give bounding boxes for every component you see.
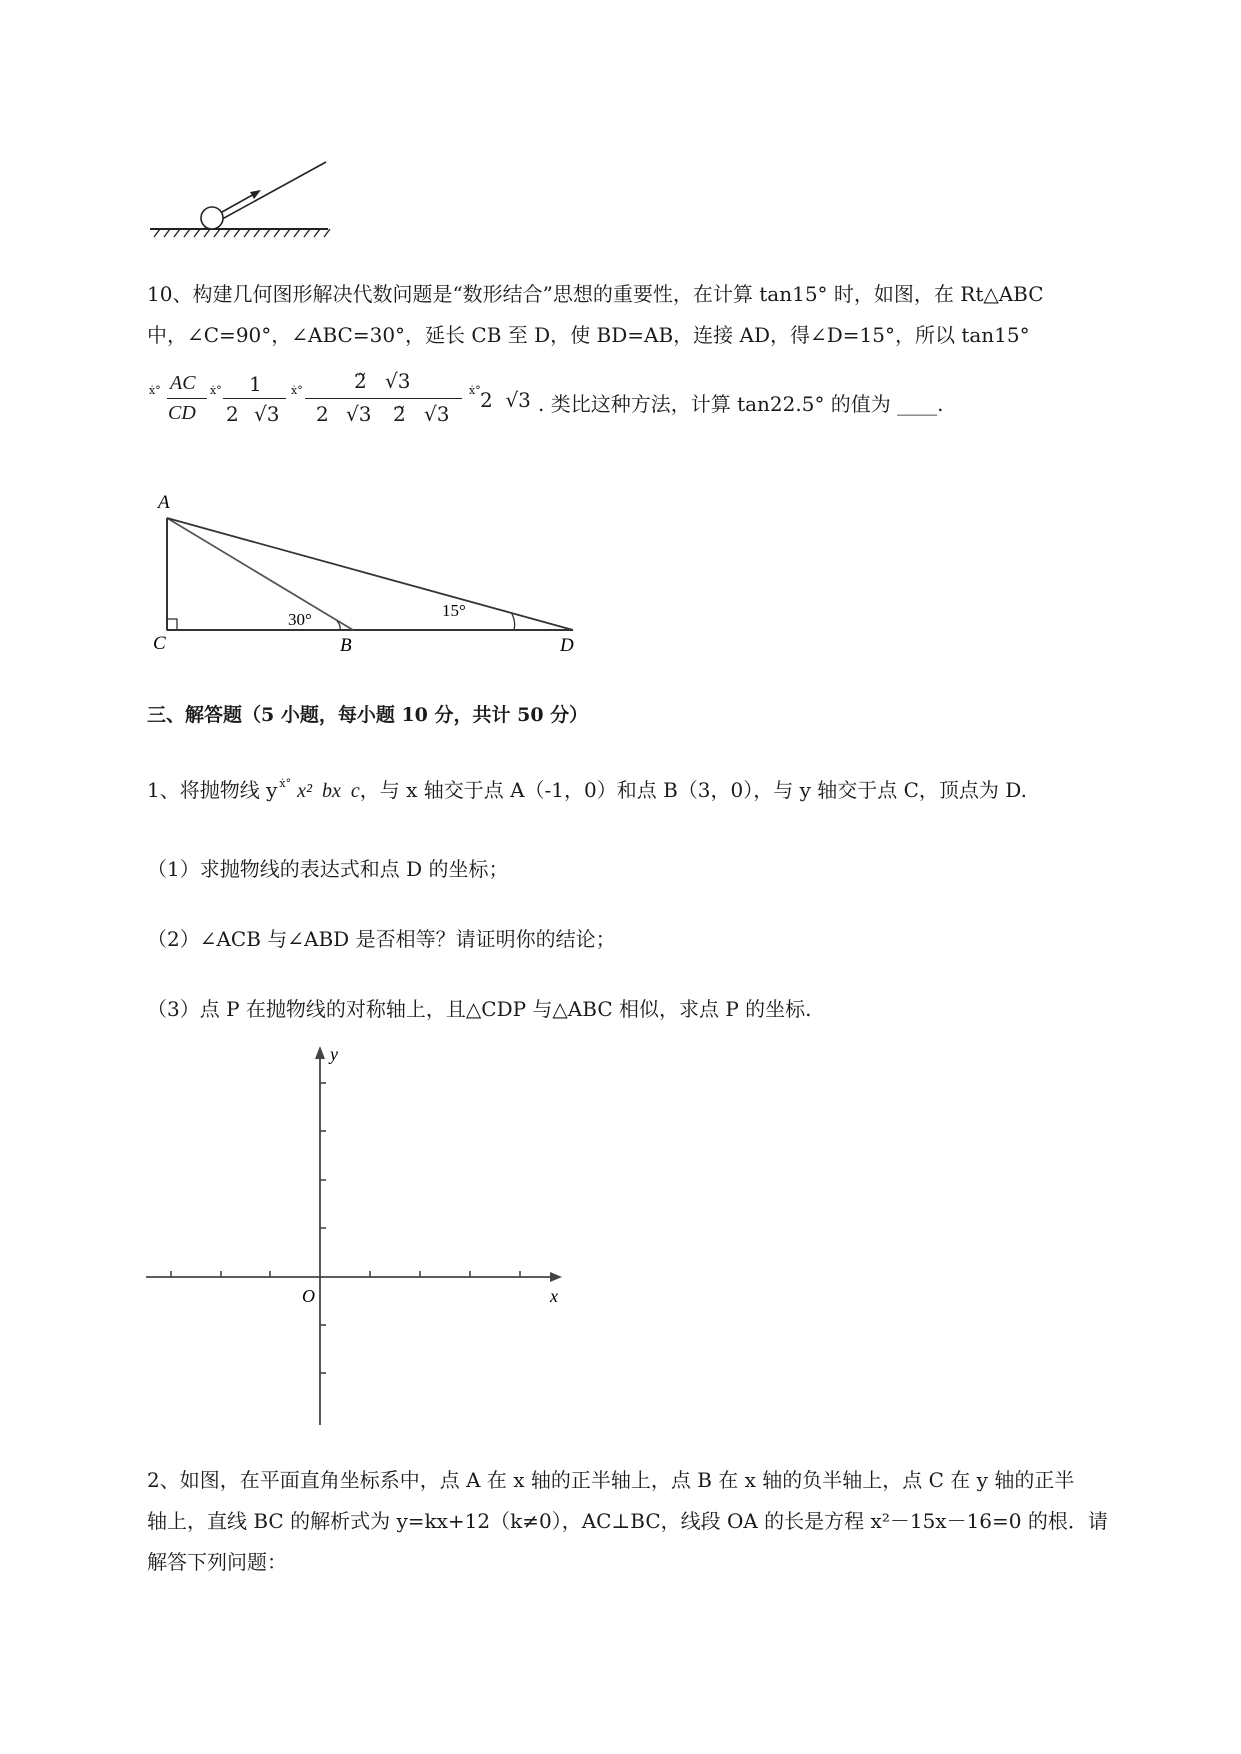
fraction-sqrt3: √3 [346, 402, 372, 426]
angle-label-15: 15° [442, 601, 466, 620]
p1-sub-2: （2）∠ACB 与∠ABD 是否相等？请证明你的结论； [147, 927, 616, 951]
formula-marker-4: ẋ° [469, 384, 481, 397]
p1-sub-1: （1）求抛物线的表达式和点 D 的坐标； [147, 857, 509, 881]
p1-intro [147, 777, 1027, 807]
origin-label: O [302, 1286, 315, 1306]
angle-label-30: 30° [288, 610, 312, 629]
triangle-figure [150, 490, 590, 655]
vertex-label-b: B [340, 635, 352, 655]
vertex-label-c: C [153, 633, 166, 654]
formula-marker-3: ẋ° [291, 384, 303, 397]
p1-intro-eq: x² bx c [297, 780, 360, 802]
x-axis-label: x [550, 1286, 558, 1306]
q10-line-2: 中，∠C=90°，∠ABC=30°，延长 CB 至 D，使 BD=AB，连接 AD，得∠D=15°，所以 tan15° [147, 323, 1030, 347]
fraction-tilde2: 2̃ [354, 369, 367, 393]
vertex-label-a: A [158, 492, 170, 513]
fraction-sqrt3: √3 [254, 402, 280, 426]
formula-marker: ẋ° [279, 777, 292, 790]
fraction-bar [223, 398, 286, 399]
q10-line-1: 10、构建几何图形解决代数问题是“数形结合”思想的重要性，在计算 tan15° 时，如图，在 Rt△ABC [147, 282, 1044, 306]
formula-marker-2: ẋ° [210, 384, 222, 397]
p1-sub-3: （3）点 P 在抛物线的对称轴上，且△CDP 与△ABC 相似，求点 P 的坐标. [147, 997, 812, 1021]
fraction-tilde2: 2̃ [393, 402, 406, 426]
fraction-two: 2 [316, 402, 329, 426]
coordinate-axes-figure [140, 1040, 580, 1430]
q10-line-3-tail: . 类比这种方法，计算 tan22.5° 的值为 ____. [538, 392, 944, 416]
fraction-sqrt3: √3 [385, 369, 411, 393]
fraction-bar [305, 398, 462, 399]
p1-intro-a: 1、将抛物线 y [147, 778, 278, 802]
p2-line-2: 轴上，直线 BC 的解析式为 y=kx+12（k≠0），AC⊥BC，线段 OA 的长是方程 x²－15x－16=0 的根．请 [147, 1509, 1108, 1533]
fraction-ac-numerator: AC [170, 372, 196, 394]
formula-marker-1: ẋ° [149, 384, 161, 397]
fraction-two: 2 [226, 402, 239, 426]
fraction-one-numerator: 1 [249, 372, 262, 396]
fraction-sqrt3: √3 [424, 402, 450, 426]
formula-result: 2 √3 [480, 388, 531, 412]
fraction-cd-denominator: CD [168, 402, 196, 424]
incline-ball-figure [140, 155, 340, 240]
p2-line-3: 解答下列问题： [147, 1550, 287, 1574]
p1-intro-b: ，与 x 轴交于点 A（-1，0）和点 B（3，0），与 y 轴交于点 C，顶点为 D. [359, 778, 1027, 802]
fraction-bar [167, 398, 207, 399]
y-axis-label: y [330, 1044, 338, 1064]
p2-line-1: 2、如图，在平面直角坐标系中，点 A 在 x 轴的正半轴上，点 B 在 x 轴的负半轴上，点 C 在 y 轴的正半 [147, 1468, 1075, 1492]
vertex-label-d: D [560, 635, 574, 655]
section-heading: 三、解答题（5 小题，每小题 10 分，共计 50 分） [147, 704, 589, 726]
